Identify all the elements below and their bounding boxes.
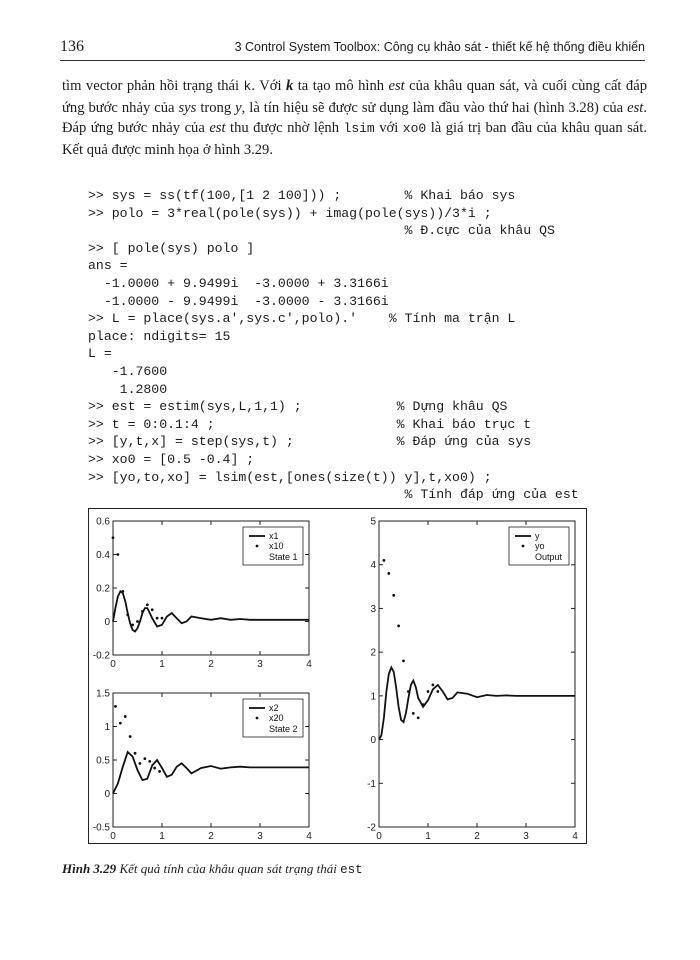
series-point-x10 (146, 603, 149, 606)
legend-title: State 1 (269, 552, 298, 562)
x-tick-label: 0 (110, 831, 116, 842)
code-line: >> [ pole(sys) polo ] (88, 240, 255, 256)
x-tick-label: 3 (257, 831, 263, 842)
y-tick-label: 0 (104, 617, 110, 628)
series-point-x10 (131, 623, 134, 626)
series-point-yo (422, 703, 425, 706)
series-point-x20 (119, 722, 122, 725)
figure-3-29 (88, 508, 587, 844)
plot-2 (93, 689, 312, 843)
code-line: % Tính đáp ứng của est (88, 487, 579, 503)
code-line: -1.0000 + 9.9499i -3.0000 + 3.3166i (88, 275, 389, 291)
code-line: % Đ.cực của khâu QS (88, 223, 555, 239)
legend-entry: y (535, 531, 540, 541)
series-point-x10 (112, 536, 115, 539)
figure-caption: Hình 3.29 Kết quả tính của khâu quan sát trạng thái est (62, 861, 363, 877)
series-point-x10 (136, 620, 139, 623)
series-point-x10 (151, 608, 154, 611)
x-tick-label: 0 (110, 659, 116, 670)
y-tick-label: -0.5 (92, 822, 110, 834)
series-point-yo (387, 572, 390, 575)
series-point-x10 (126, 613, 129, 616)
series-point-x10 (117, 553, 120, 556)
code-line: 1.2800 (88, 381, 168, 397)
series-point-x20 (129, 735, 132, 738)
x-tick-label: 4 (306, 659, 312, 670)
legend-dot-swatch (256, 545, 259, 548)
series-point-x10 (141, 610, 144, 613)
code-line: -1.0000 - 9.9499i -3.0000 - 3.3166i (88, 293, 389, 309)
x-tick-label: 3 (257, 659, 263, 670)
x-tick-label: 2 (208, 659, 214, 670)
y-tick-label: -1 (367, 778, 376, 790)
y-tick-label: 1 (370, 691, 376, 703)
series-point-x20 (143, 757, 146, 760)
code-line: >> xo0 = [0.5 -0.4] ; (88, 451, 255, 467)
page-number: 136 (60, 38, 84, 55)
series-point-yo (412, 712, 415, 715)
series-point-x20 (139, 762, 142, 765)
y-tick-label: 0.4 (96, 550, 110, 561)
code-line: >> L = place(sys.a',sys.c',polo).' % Tính ma trận L (88, 311, 516, 327)
code-line: place: ndigits= 15 (88, 328, 231, 344)
x-tick-label: 1 (159, 831, 165, 842)
y-tick-label: 5 (370, 516, 376, 528)
x-tick-label: 2 (208, 831, 214, 842)
code-line: ans = (88, 258, 128, 274)
y-tick-label: 1 (104, 722, 110, 733)
legend-entry: x10 (269, 541, 284, 551)
x-tick-label: 1 (159, 659, 165, 670)
series-point-yo (427, 690, 430, 693)
code-line: L = (88, 346, 112, 362)
x-tick-label: 3 (523, 831, 529, 842)
code-line: >> est = estim(sys,L,1,1) ; % Dựng khâu QS (88, 399, 508, 415)
code-line: >> [yo,to,xo] = lsim(est,[ones(size(t)) y],t,xo0) ; (88, 469, 492, 485)
y-tick-label: 0.2 (96, 583, 110, 595)
legend-title: Output (535, 552, 563, 562)
code-listing (88, 187, 579, 504)
code-line: >> [y,t,x] = step(sys,t) ; % Đáp ứng của sys (88, 434, 532, 450)
y-tick-label: 4 (370, 560, 376, 572)
legend-entry: yo (535, 541, 545, 551)
series-point-yo (417, 716, 420, 719)
series-point-yo (397, 625, 400, 628)
y-tick-label: 0.6 (96, 516, 110, 528)
series-point-x20 (124, 715, 127, 718)
series-point-yo (407, 690, 410, 693)
series-point-x20 (114, 705, 117, 708)
legend-title: State 2 (269, 724, 298, 734)
y-tick-label: 0.5 (96, 755, 110, 767)
legend-entry: x1 (269, 531, 279, 541)
legend-entry: x2 (269, 703, 279, 713)
y-tick-label: -2 (367, 822, 376, 834)
series-point-x20 (153, 767, 156, 770)
body-paragraph: tìm vector phản hồi trạng thái k. Với k ta tạo mô hình est của khâu quan sát, và cuối cùng cất đáp ứng bước nhảy của sys trong y, là tín hiệu sẽ được sử dụng làm đầu vào thứ hai (hình 3.28) của est. Đáp ứng bước nhảy của est thu được nhờ lệnh lsim với xo0 là giá trị ban đầu của khâu quan sát. Kết quả được minh họa ở hình 3.29. (62, 78, 647, 158)
series-point-x10 (121, 590, 124, 593)
legend-entry: x20 (269, 713, 284, 723)
legend-dot-swatch (256, 717, 259, 720)
series-point-yo (436, 690, 439, 693)
y-tick-label: -0.2 (92, 650, 110, 662)
series-line-y (379, 667, 575, 739)
series-point-x10 (156, 617, 159, 620)
x-tick-label: 2 (474, 831, 480, 842)
series-line-x2 (113, 752, 309, 794)
series-point-x20 (158, 770, 161, 773)
page-header (60, 38, 645, 61)
x-tick-label: 4 (306, 831, 312, 842)
code-line: >> sys = ss(tf(100,[1 2 100])) ; % Khai báo sys (88, 188, 516, 203)
plot-1 (93, 517, 312, 671)
series-point-x20 (148, 760, 151, 763)
code-line: >> polo = 3*real(pole(sys)) + imag(pole(sys))/3*i ; (88, 205, 492, 221)
series-point-x10 (161, 617, 164, 620)
plot-frame (379, 521, 575, 827)
x-tick-label: 4 (572, 831, 578, 842)
series-point-x20 (134, 752, 137, 755)
code-line: -1.7600 (88, 363, 168, 379)
code-line: >> t = 0:0.1:4 ; % Khai báo trục t (88, 416, 532, 432)
x-tick-label: 0 (376, 831, 382, 842)
plot-3 (367, 517, 578, 843)
x-tick-label: 1 (425, 831, 431, 842)
y-tick-label: 3 (370, 603, 376, 615)
y-tick-label: 0 (370, 735, 376, 747)
figure-plots (89, 509, 586, 843)
series-point-yo (392, 594, 395, 597)
series-point-yo (402, 659, 405, 662)
series-point-yo (432, 684, 435, 687)
running-title: 3 Control System Toolbox: Công cụ khảo sát - thiết kế hệ thống điều khiển (234, 40, 645, 54)
legend-dot-swatch (522, 545, 525, 548)
y-tick-label: 0 (104, 789, 110, 800)
y-tick-label: 2 (370, 647, 376, 659)
series-point-yo (383, 559, 386, 562)
y-tick-label: 1.5 (96, 688, 110, 700)
